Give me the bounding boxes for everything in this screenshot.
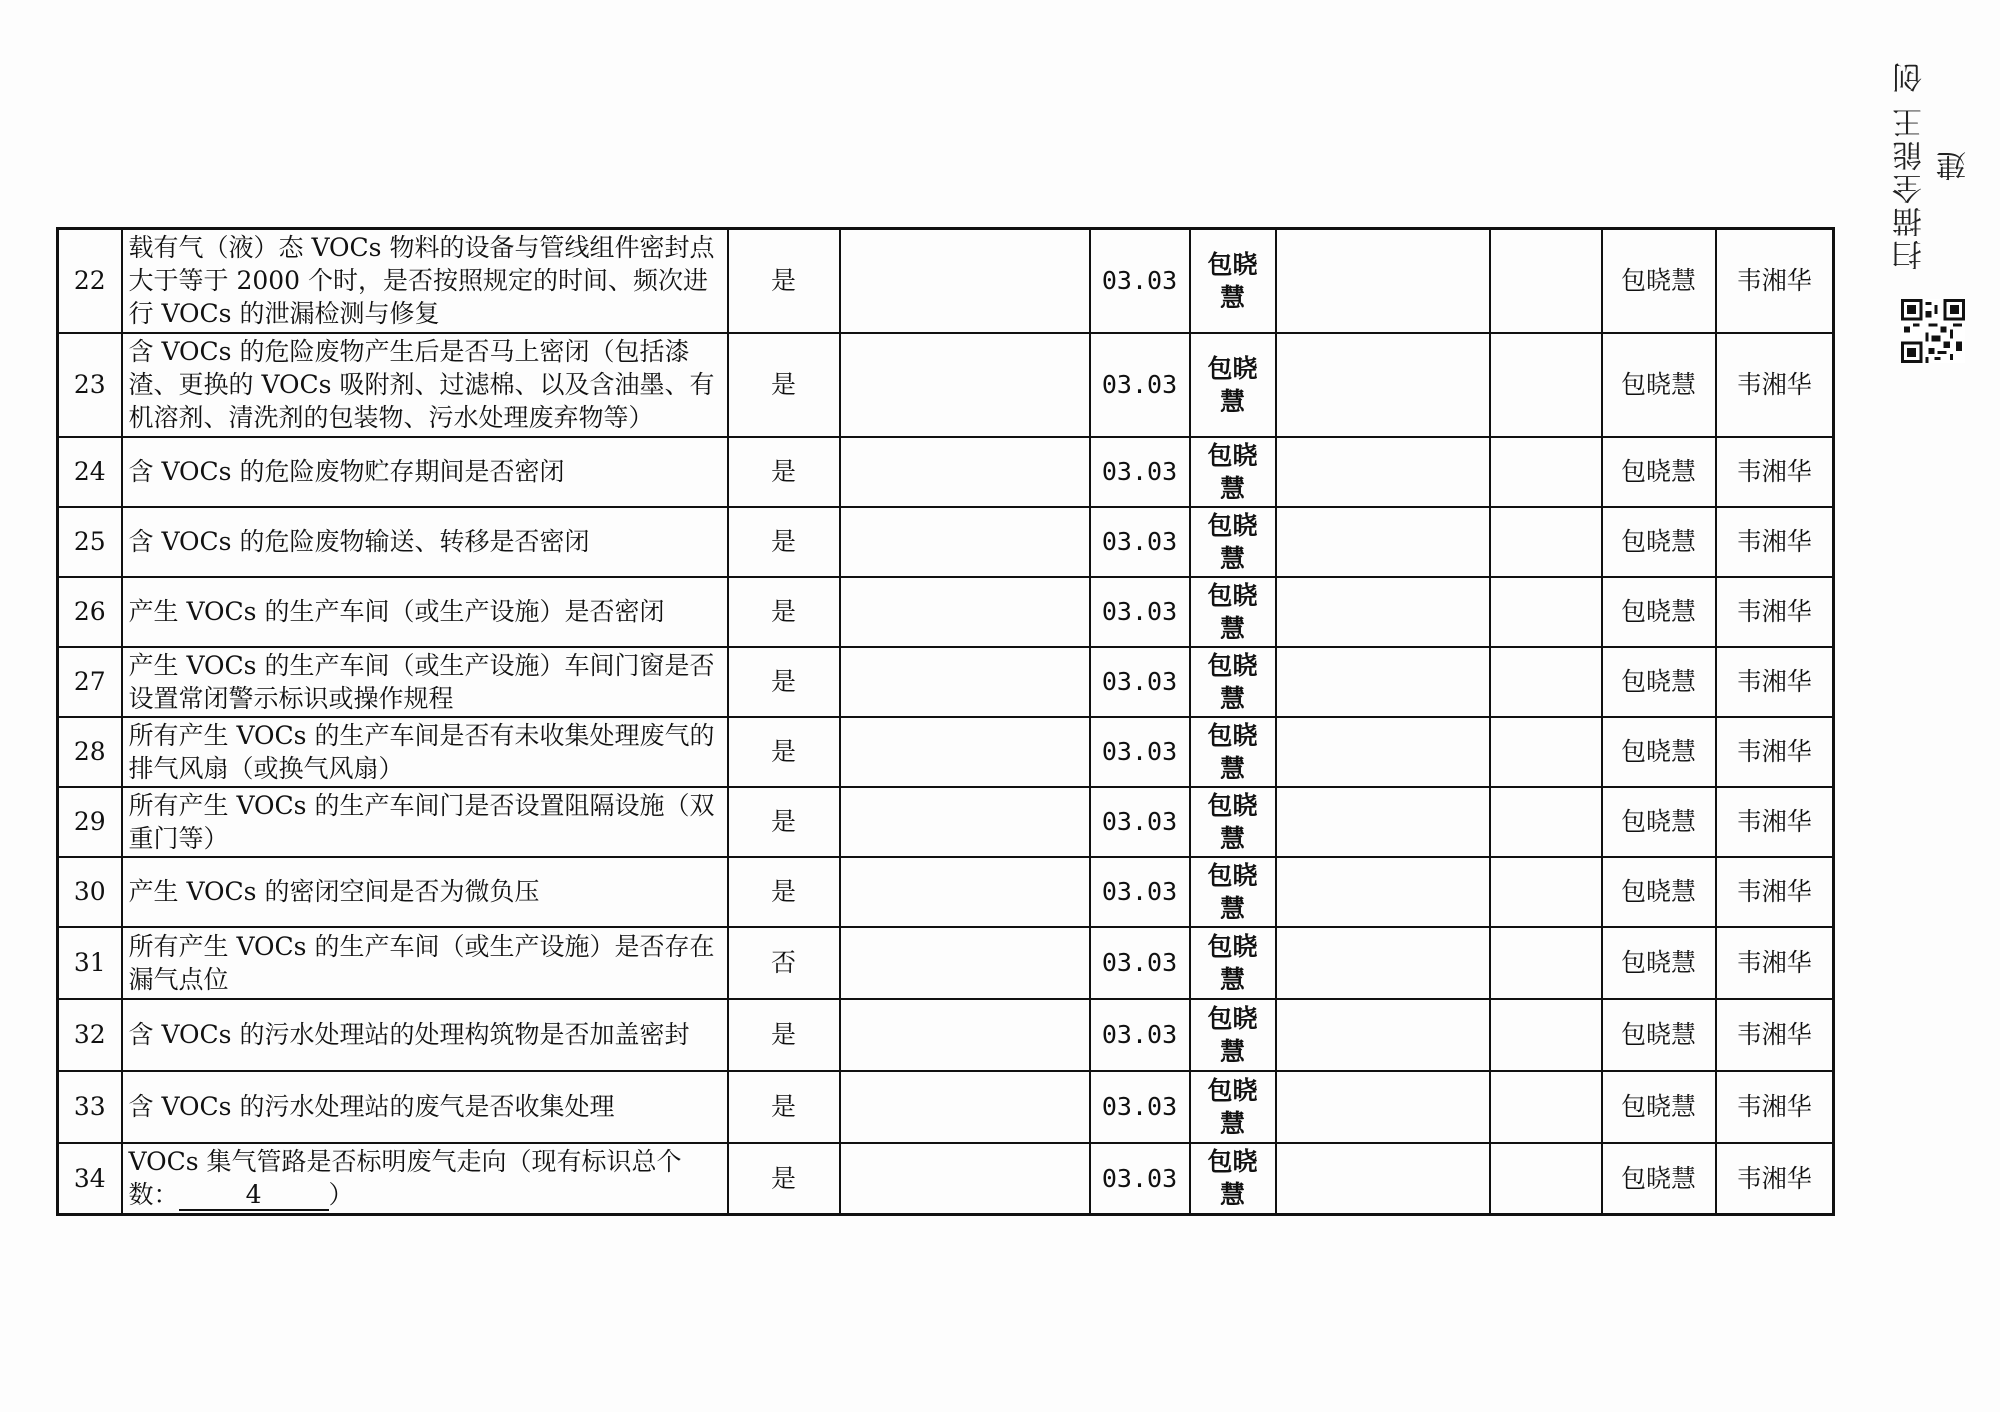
answer-cell: 是: [728, 857, 840, 927]
row-number: 26: [58, 577, 122, 647]
inspector-cell: 包晓慧: [1602, 333, 1716, 437]
reviewer-cell: 韦湘华: [1716, 229, 1834, 333]
table-row: [58, 927, 1834, 999]
table-row: [58, 437, 1834, 507]
watermark-text: 扫描全能王 创建: [1893, 59, 1972, 271]
inspector-cell: 包晓慧: [1602, 787, 1716, 857]
empty-cell: [1276, 857, 1490, 927]
empty-cell: [1490, 787, 1602, 857]
answer-cell: 是: [728, 229, 840, 333]
empty-cell: [1490, 229, 1602, 333]
table-row: [58, 647, 1834, 717]
check-item: 产生 VOCs 的生产车间（或生产设施）是否密闭: [122, 577, 728, 647]
signature-cell: 包晓慧: [1190, 857, 1276, 927]
answer-cell: 是: [728, 647, 840, 717]
reviewer-cell: 韦湘华: [1716, 857, 1834, 927]
inspector-cell: 包晓慧: [1602, 437, 1716, 507]
date-cell: 03.03: [1090, 787, 1190, 857]
inspector-cell: 包晓慧: [1602, 717, 1716, 787]
signature-cell: 包晓慧: [1190, 507, 1276, 577]
table-row: [58, 857, 1834, 927]
empty-cell: [1490, 577, 1602, 647]
answer-cell: 是: [728, 787, 840, 857]
check-item: 载有气（液）态 VOCs 物料的设备与管线组件密封点大于等于 2000 个时，是否按照规定的时间、频次进行 VOCs 的泄漏检测与修复: [122, 229, 728, 333]
date-cell: 03.03: [1090, 333, 1190, 437]
empty-cell: [1490, 437, 1602, 507]
reviewer-cell: 韦湘华: [1716, 717, 1834, 787]
signature-cell: 包晓慧: [1190, 647, 1276, 717]
empty-cell: [1490, 857, 1602, 927]
date-cell: 03.03: [1090, 577, 1190, 647]
scanner-watermark: [1888, 45, 1978, 363]
remarks-cell: [840, 717, 1090, 787]
check-item: 产生 VOCs 的密闭空间是否为微负压: [122, 857, 728, 927]
reviewer-cell: 韦湘华: [1716, 1071, 1834, 1143]
inspector-cell: 包晓慧: [1602, 1143, 1716, 1215]
inspector-cell: 包晓慧: [1602, 647, 1716, 717]
inspector-cell: 包晓慧: [1602, 577, 1716, 647]
inspector-cell: 包晓慧: [1602, 857, 1716, 927]
empty-cell: [1276, 1143, 1490, 1215]
empty-cell: [1276, 437, 1490, 507]
signature-cell: 包晓慧: [1190, 229, 1276, 333]
empty-cell: [1490, 333, 1602, 437]
inspector-cell: 包晓慧: [1602, 999, 1716, 1071]
reviewer-cell: 韦湘华: [1716, 437, 1834, 507]
table-row: [58, 999, 1834, 1071]
answer-cell: 是: [728, 717, 840, 787]
answer-cell: 是: [728, 1143, 840, 1215]
empty-cell: [1490, 507, 1602, 577]
row-number: 25: [58, 507, 122, 577]
check-item: [122, 1143, 728, 1215]
reviewer-cell: 韦湘华: [1716, 577, 1834, 647]
row-number: 28: [58, 717, 122, 787]
check-item-text: VOCs 集气管路是否标明废气走向（现有标识总个数：: [128, 1147, 682, 1210]
row-number: 27: [58, 647, 122, 717]
inspector-cell: 包晓慧: [1602, 229, 1716, 333]
signature-cell: 包晓慧: [1190, 999, 1276, 1071]
empty-cell: [1276, 999, 1490, 1071]
answer-cell: 是: [728, 999, 840, 1071]
check-item: 含 VOCs 的污水处理站的处理构筑物是否加盖密封: [122, 999, 728, 1071]
remarks-cell: [840, 927, 1090, 999]
table-row: [58, 1071, 1834, 1143]
remarks-cell: [840, 333, 1090, 437]
row-number: 29: [58, 787, 122, 857]
signature-cell: 包晓慧: [1190, 333, 1276, 437]
check-item: 所有产生 VOCs 的生产车间（或生产设施）是否存在漏气点位: [122, 927, 728, 999]
table-row: [58, 229, 1834, 333]
remarks-cell: [840, 647, 1090, 717]
remarks-cell: [840, 507, 1090, 577]
empty-cell: [1490, 927, 1602, 999]
count-blank: 4: [179, 1181, 329, 1211]
answer-cell: 是: [728, 333, 840, 437]
remarks-cell: [840, 577, 1090, 647]
row-number: 24: [58, 437, 122, 507]
reviewer-cell: 韦湘华: [1716, 927, 1834, 999]
remarks-cell: [840, 857, 1090, 927]
remarks-cell: [840, 437, 1090, 507]
remarks-cell: [840, 229, 1090, 333]
row-number: 31: [58, 927, 122, 999]
inspection-checklist-table: [56, 227, 1835, 1216]
reviewer-cell: 韦湘华: [1716, 333, 1834, 437]
empty-cell: [1276, 647, 1490, 717]
empty-cell: [1276, 1071, 1490, 1143]
reviewer-cell: 韦湘华: [1716, 507, 1834, 577]
reviewer-cell: 韦湘华: [1716, 787, 1834, 857]
empty-cell: [1276, 927, 1490, 999]
row-number: 34: [58, 1143, 122, 1215]
reviewer-cell: 韦湘华: [1716, 1143, 1834, 1215]
check-item: 含 VOCs 的危险废物贮存期间是否密闭: [122, 437, 728, 507]
row-number: 32: [58, 999, 122, 1071]
inspector-cell: 包晓慧: [1602, 507, 1716, 577]
table-row: [58, 787, 1834, 857]
empty-cell: [1490, 999, 1602, 1071]
empty-cell: [1276, 229, 1490, 333]
date-cell: 03.03: [1090, 229, 1190, 333]
signature-cell: 包晓慧: [1190, 577, 1276, 647]
date-cell: 03.03: [1090, 647, 1190, 717]
signature-cell: 包晓慧: [1190, 1143, 1276, 1215]
check-item: 所有产生 VOCs 的生产车间门是否设置阻隔设施（双重门等）: [122, 787, 728, 857]
date-cell: 03.03: [1090, 999, 1190, 1071]
inspector-cell: 包晓慧: [1602, 927, 1716, 999]
empty-cell: [1490, 1143, 1602, 1215]
empty-cell: [1490, 717, 1602, 787]
remarks-cell: [840, 1071, 1090, 1143]
inspector-cell: 包晓慧: [1602, 1071, 1716, 1143]
date-cell: 03.03: [1090, 857, 1190, 927]
table-row: [58, 507, 1834, 577]
table-row: [58, 333, 1834, 437]
table-row: [58, 577, 1834, 647]
row-number: 33: [58, 1071, 122, 1143]
empty-cell: [1490, 647, 1602, 717]
row-number: 23: [58, 333, 122, 437]
row-number: 30: [58, 857, 122, 927]
qr-code-icon: [1901, 299, 1965, 363]
date-cell: 03.03: [1090, 717, 1190, 787]
row-number: 22: [58, 229, 122, 333]
table-row: [58, 717, 1834, 787]
date-cell: 03.03: [1090, 1071, 1190, 1143]
check-item: 含 VOCs 的污水处理站的废气是否收集处理: [122, 1071, 728, 1143]
reviewer-cell: 韦湘华: [1716, 999, 1834, 1071]
answer-cell: 否: [728, 927, 840, 999]
answer-cell: 是: [728, 577, 840, 647]
signature-cell: 包晓慧: [1190, 787, 1276, 857]
table-row: [58, 1143, 1834, 1215]
empty-cell: [1490, 1071, 1602, 1143]
reviewer-cell: 韦湘华: [1716, 647, 1834, 717]
check-item: 含 VOCs 的危险废物输送、转移是否密闭: [122, 507, 728, 577]
date-cell: 03.03: [1090, 507, 1190, 577]
empty-cell: [1276, 507, 1490, 577]
date-cell: 03.03: [1090, 927, 1190, 999]
empty-cell: [1276, 717, 1490, 787]
check-item-end: ）: [328, 1180, 354, 1210]
remarks-cell: [840, 1143, 1090, 1215]
signature-cell: 包晓慧: [1190, 717, 1276, 787]
empty-cell: [1276, 577, 1490, 647]
signature-cell: 包晓慧: [1190, 927, 1276, 999]
empty-cell: [1276, 787, 1490, 857]
signature-cell: 包晓慧: [1190, 1071, 1276, 1143]
check-item: 产生 VOCs 的生产车间（或生产设施）车间门窗是否设置常闭警示标识或操作规程: [122, 647, 728, 717]
date-cell: 03.03: [1090, 1143, 1190, 1215]
date-cell: 03.03: [1090, 437, 1190, 507]
answer-cell: 是: [728, 507, 840, 577]
remarks-cell: [840, 999, 1090, 1071]
check-item: 含 VOCs 的危险废物产生后是否马上密闭（包括漆渣、更换的 VOCs 吸附剂、过滤棉、以及含油墨、有机溶剂、清洗剂的包装物、污水处理废弃物等）: [122, 333, 728, 437]
empty-cell: [1276, 333, 1490, 437]
answer-cell: 是: [728, 437, 840, 507]
remarks-cell: [840, 787, 1090, 857]
signature-cell: 包晓慧: [1190, 437, 1276, 507]
check-item: 所有产生 VOCs 的生产车间是否有未收集处理废气的排气风扇（或换气风扇）: [122, 717, 728, 787]
answer-cell: 是: [728, 1071, 840, 1143]
